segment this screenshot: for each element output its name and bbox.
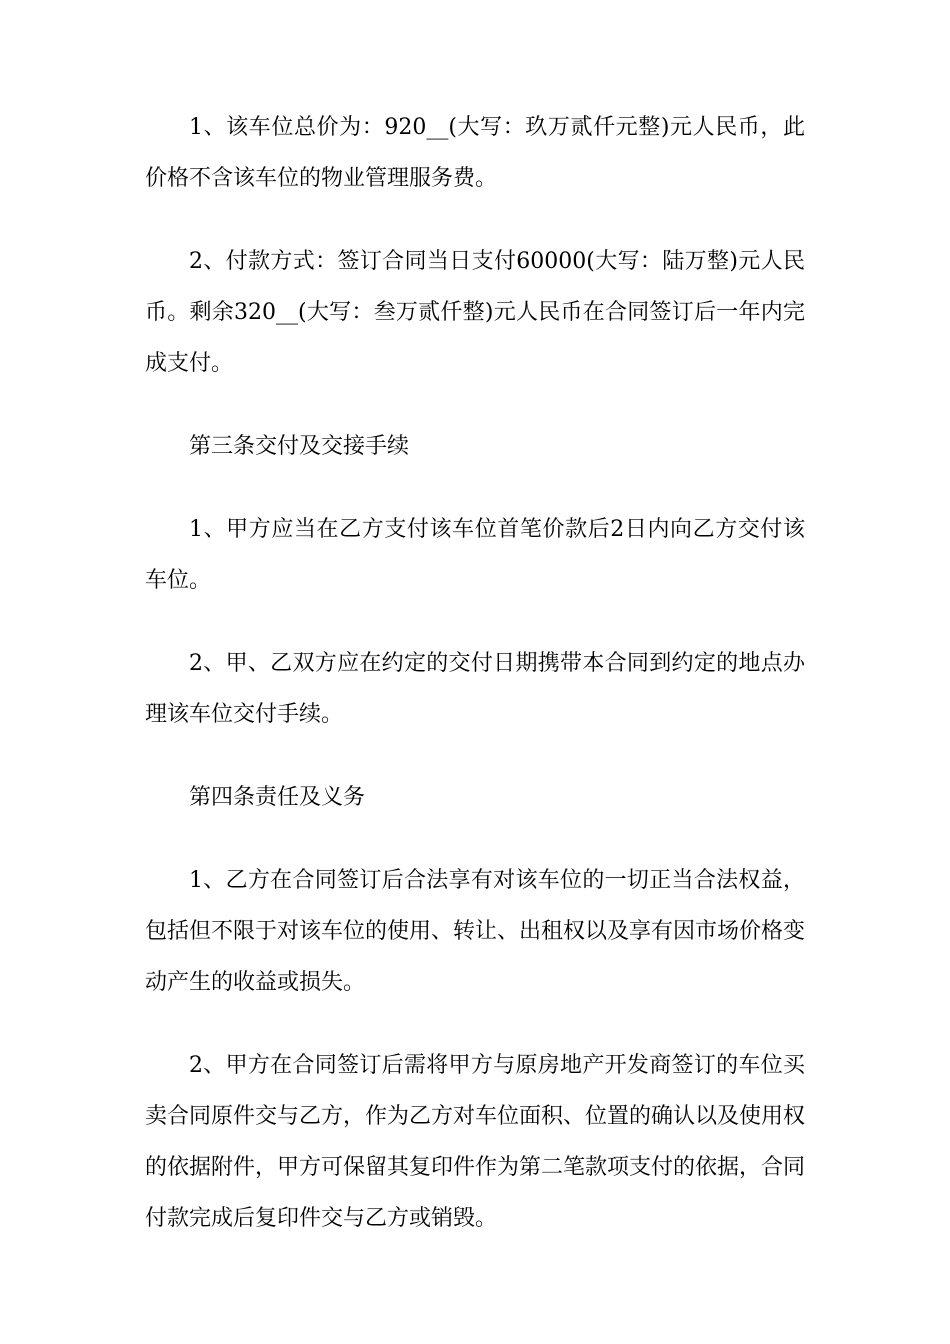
clause-4-heading: 第四条责任及义务 [189, 785, 366, 810]
document-page [145, 102, 805, 1276]
clause-3-heading: 第三条交付及交接手续 [189, 434, 410, 459]
clause-4-item-2: 2、甲方在合同签订后需将甲方与原房地产开发商签订的车位买卖合同原件交与乙方，作为乙方对车位面积、位置的确认以及使用权的依据附件，甲方可保留其复印件作为第二笔款项支付的依据，合同付款完成后复印件交与乙方或销毁。 [145, 1053, 806, 1231]
clause-2-item-2-payment: 2、付款方式：签订合同当日支付60000(大写：陆万整)元人民币。剩余320__(大写：叁万贰仟整)元人民币在合同签订后一年内完成支付。 [145, 249, 805, 376]
clause-3-item-1: 1、甲方应当在乙方支付该车位首笔价款后2日内向乙方交付该车位。 [145, 517, 805, 593]
clause-3-item-2: 2、甲、乙双方应在约定的交付日期携带本合同到约定的地点办理该车位交付手续。 [145, 651, 805, 727]
clause-4-item-1: 1、乙方在合同签订后合法享有对该车位的一切正当合法权益，包括但不限于对该车位的使用、转让、出租权以及享有因市场价格变动产生的收益或损失。 [145, 868, 806, 995]
clause-2-item-1-price: 1、该车位总价为：920__(大写：玖万贰仟元整)元人民币，此价格不含该车位的物业管理服务费。 [145, 115, 805, 191]
